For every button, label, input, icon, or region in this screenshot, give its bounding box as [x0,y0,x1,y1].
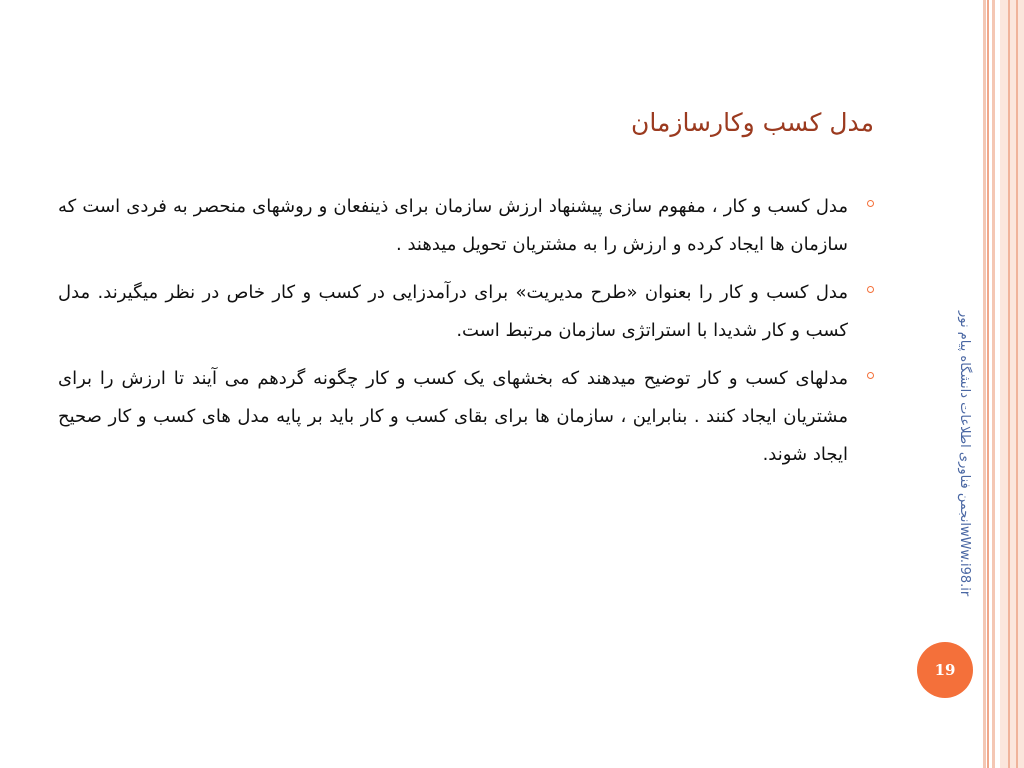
page-number-badge: 19 [917,642,973,698]
border-stripe [1016,0,1018,768]
border-stripe [987,0,989,768]
border-stripe [1008,0,1010,768]
bullet-text: مدل کسب و کار ، مفهوم سازی پیشنهاد ارزش سازمان برای ذینفعان و روشهای منحصر به فردی است که سازمان ها ایجاد کرده و ارزش را به مشتریان تحویل میدهند . [58,196,848,255]
slide-title: مدل کسب وکارسازمان [631,108,874,137]
bullet-item [58,360,878,474]
bullet-text: مدل کسب و کار را بعنوان «طرح مدیریت» برای درآمدزایی در کسب و کار خاص در نظر میگیرند. مدل کسب و کار شدیدا با استراتژی سازمان مرتبط است. [58,282,848,341]
bullet-circle-icon [867,286,874,293]
border-stripe [1000,0,1024,768]
bullet-item [58,274,878,350]
bullet-item [58,188,878,264]
bullet-text: مدلهای کسب و کار توضیح میدهند که بخشهای یک کسب و کار چگونه گردهم می آیند تا ارزش را برای مشتریان ایجاد کنند . بنابراین ، سازمان ها برای بقای کسب و کار باید بر پایه مدل های کسب و کار صحیح ایجاد شوند. [58,368,848,465]
bullet-circle-icon [867,372,874,379]
side-watermark-text: wWw.i98.irانجمن فناوری اطلاعات دانشگاه پیام نور [957,310,972,596]
border-stripe [983,0,986,768]
border-stripe [992,0,995,768]
bullet-list [58,188,878,484]
bullet-circle-icon [867,200,874,207]
